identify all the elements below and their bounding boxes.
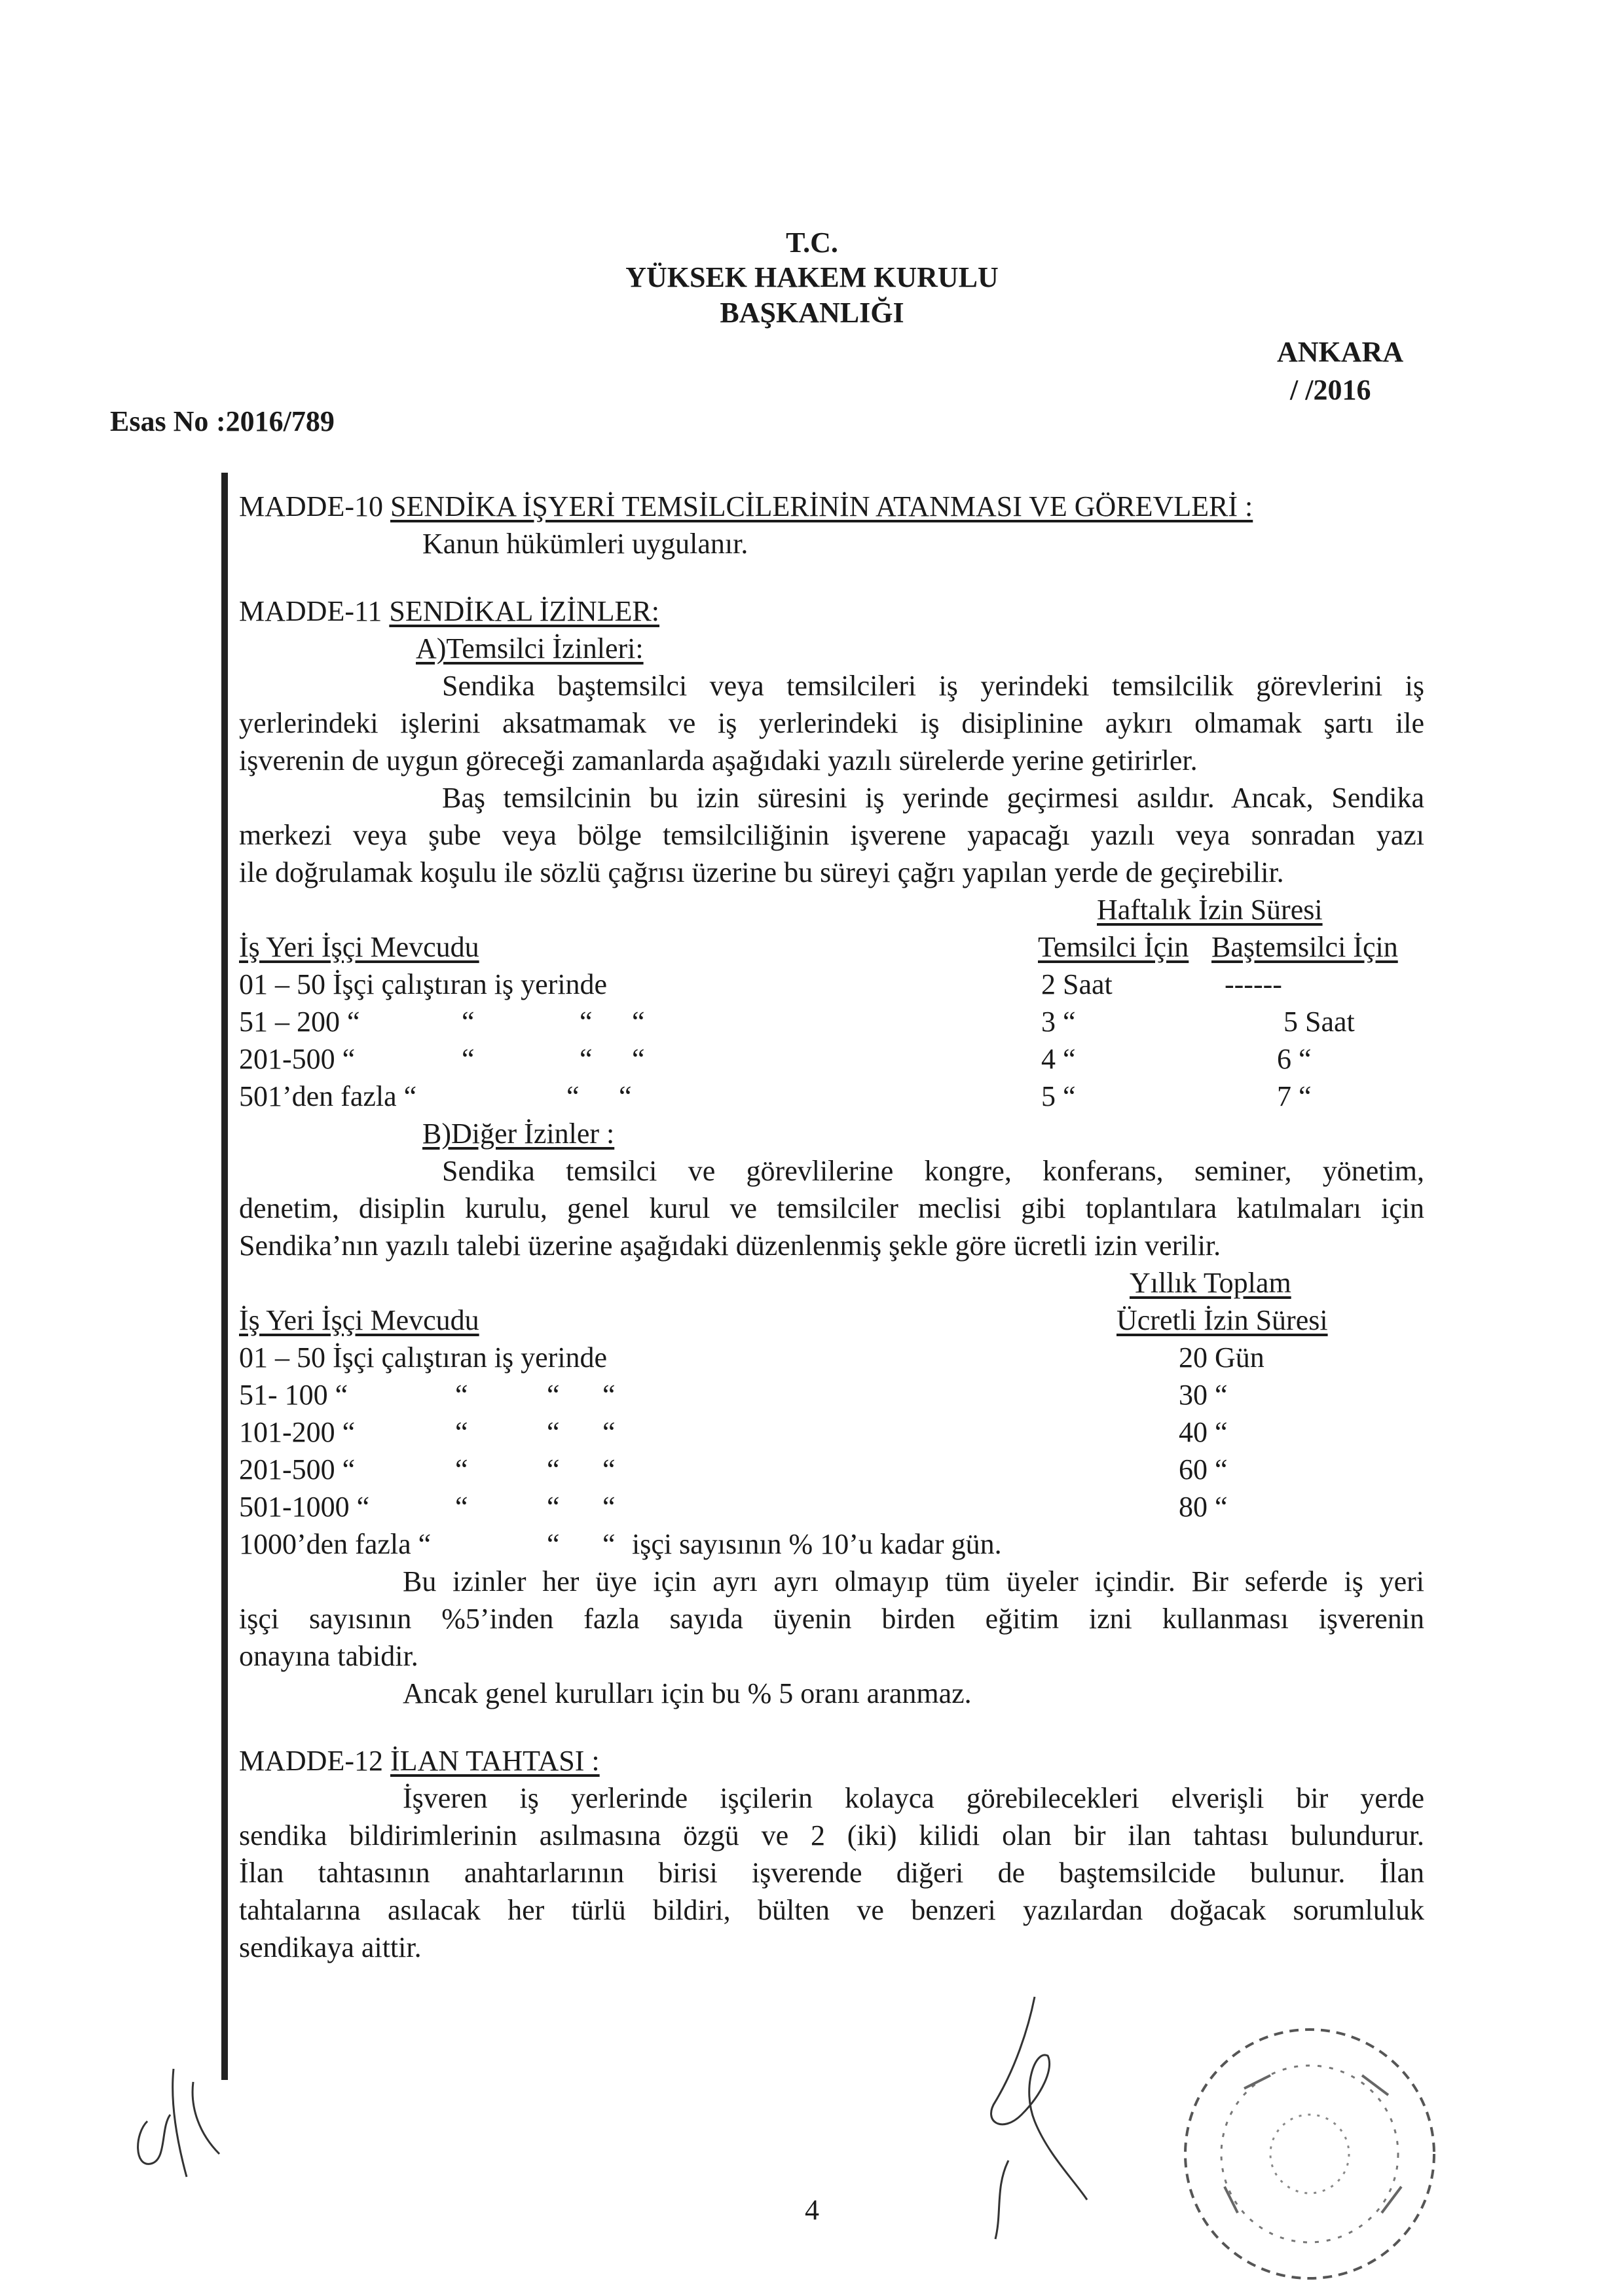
ditto-mark: “ bbox=[547, 1491, 560, 1523]
ditto-mark: “ bbox=[632, 1006, 645, 1038]
paragraph-line: sendika bildirimlerinin asılmasına özgü ve 2 (iki) kilidi olan bir ilan tahtası bulundurur. bbox=[239, 1819, 1424, 1851]
ditto-mark: “ bbox=[619, 1080, 632, 1112]
ditto-mark: “ bbox=[462, 1006, 475, 1038]
article-12-heading bbox=[239, 1742, 1424, 1779]
table-cell-value: 40 “ bbox=[1179, 1416, 1228, 1448]
table-row bbox=[239, 1339, 1424, 1376]
ditto-mark: “ bbox=[455, 1416, 468, 1448]
table-a-col-workforce: İş Yeri İşçi Mevcudu bbox=[239, 931, 479, 963]
table-cell-range: 51 – 200 “ bbox=[239, 1006, 360, 1038]
table-cell-representative: 5 “ bbox=[1041, 1080, 1076, 1112]
ditto-mark: “ bbox=[455, 1491, 468, 1523]
table-cell-head: 6 “ bbox=[1277, 1043, 1312, 1075]
paragraph-line: ile doğrulamak koşulu ile sözlü çağrısı üzerine bu süreyi çağrı yapılan yerde de geçirebilir. bbox=[239, 856, 1284, 888]
article-12-code: MADDE-12 bbox=[239, 1745, 383, 1777]
table-b-col-total-line1: Yıllık Toplam bbox=[1130, 1267, 1291, 1299]
header-tc: T.C. bbox=[786, 227, 838, 259]
ditto-mark: “ bbox=[547, 1379, 560, 1411]
table-cell-representative: 3 “ bbox=[1041, 1006, 1076, 1038]
ditto-mark: “ bbox=[462, 1043, 475, 1075]
signature bbox=[956, 1990, 1113, 2252]
paragraph-line: merkezi veya şube veya bölge temsilciliğinin işverene yapacağı yazılı veya sonradan yazı bbox=[239, 819, 1424, 851]
table-cell-range: 501-1000 “ bbox=[239, 1491, 370, 1523]
table-a-group-header-row bbox=[239, 891, 1424, 928]
section-a-title: A)Temsilci İzinleri: bbox=[416, 632, 644, 665]
table-row bbox=[239, 1488, 1424, 1525]
paragraph-line: denetim, disiplin kurulu, genel kurul ve temsilciler meclisi gibi toplantılara katılmaları için bbox=[239, 1192, 1424, 1224]
paragraph-line: İşveren iş yerlerinde işçilerin kolayca görebilecekleri elverişli bir yerde bbox=[403, 1782, 1424, 1814]
paragraph-line: Sendika temsilci ve görevlilerine kongre, konferans, seminer, yönetim, bbox=[442, 1155, 1424, 1187]
table-row bbox=[239, 1525, 1424, 1563]
case-number-label: Esas No bbox=[110, 405, 209, 437]
document-body bbox=[239, 488, 1424, 1966]
table-cell-representative: 4 “ bbox=[1041, 1043, 1076, 1075]
official-stamp bbox=[1166, 2016, 1454, 2291]
table-cell-value: 60 “ bbox=[1179, 1453, 1228, 1485]
table-a-group-header: Haftalık İzin Süresi bbox=[1097, 894, 1323, 926]
table-a-col-head-representative: Baştemsilci İçin bbox=[1211, 931, 1398, 963]
table-cell-value: 30 “ bbox=[1179, 1379, 1228, 1411]
table-cell-note: işçi sayısının % 10’u kadar gün. bbox=[632, 1528, 1002, 1560]
table-cell-range: 501’den fazla “ bbox=[239, 1080, 417, 1112]
paragraph-line: İlan tahtasının anahtarlarının birisi işverende diğeri de baştemsilcide bulunur. İlan bbox=[239, 1857, 1424, 1889]
table-row bbox=[239, 1040, 1424, 1078]
table-cell-range: 01 – 50 İşçi çalıştıran iş yerinde bbox=[239, 968, 608, 1000]
table-b-col-total-line2: Ücretli İzin Süresi bbox=[1116, 1304, 1328, 1336]
paragraph-line: Baş temsilcinin bu izin süresini iş yerinde geçirmesi asıldır. Ancak, Sendika bbox=[442, 782, 1424, 814]
article-11-heading bbox=[239, 592, 1424, 630]
table-b-header-row-2 bbox=[239, 1302, 1424, 1339]
table-cell-range: 1000’den fazla “ bbox=[239, 1528, 432, 1560]
case-number-value: :2016/789 bbox=[216, 405, 335, 437]
paragraph-line: Bu izinler her üye için ayrı ayrı olmayıp tüm üyeler içindir. Bir seferde iş yeri bbox=[403, 1565, 1424, 1597]
table-cell-head: 7 “ bbox=[1277, 1080, 1312, 1112]
page-number: 4 bbox=[805, 2194, 819, 2226]
table-cell-range: 01 – 50 İşçi çalıştıran iş yerinde bbox=[239, 1341, 608, 1374]
table-cell-range: 51- 100 “ bbox=[239, 1379, 348, 1411]
ditto-mark: “ bbox=[455, 1379, 468, 1411]
table-cell-range: 201-500 “ bbox=[239, 1043, 356, 1075]
ditto-mark: “ bbox=[602, 1453, 616, 1485]
ditto-mark: “ bbox=[602, 1528, 616, 1560]
table-cell-range: 201-500 “ bbox=[239, 1453, 356, 1485]
table-a-header-row bbox=[239, 928, 1424, 966]
section-b-title: B)Diğer İzinler : bbox=[422, 1118, 615, 1150]
table-row bbox=[239, 966, 1424, 1003]
left-margin-bar bbox=[221, 473, 228, 2080]
table-row bbox=[239, 1003, 1424, 1040]
ditto-mark: “ bbox=[580, 1043, 593, 1075]
table-cell-value: 80 “ bbox=[1179, 1491, 1228, 1523]
handwritten-initials-left bbox=[121, 2043, 232, 2180]
ditto-mark: “ bbox=[547, 1528, 560, 1560]
paragraph-line: yerlerindeki işlerini aksatmamak ve iş yerlerindeki iş disiplinine aykırı olmamak şartı ile bbox=[239, 707, 1424, 739]
section-b-heading bbox=[239, 1115, 1424, 1152]
table-cell-range: 101-200 “ bbox=[239, 1416, 356, 1448]
header-city: ANKARA bbox=[1277, 336, 1404, 368]
header-org: YÜKSEK HAKEM KURULU bbox=[625, 261, 999, 293]
ditto-mark: “ bbox=[632, 1043, 645, 1075]
table-b-header-row-1 bbox=[239, 1264, 1424, 1302]
article-12-title: İLAN TAHTASI : bbox=[390, 1745, 600, 1777]
table-b-col-workforce: İş Yeri İşçi Mevcudu bbox=[239, 1304, 479, 1336]
header-date: / /2016 bbox=[1290, 374, 1371, 406]
ditto-mark: “ bbox=[602, 1416, 616, 1448]
paragraph-line: işçi sayısının %5’inden fazla sayıda üyenin birden eğitim izni kullanması işverenin bbox=[239, 1603, 1424, 1635]
ditto-mark: “ bbox=[580, 1006, 593, 1038]
header-dept: BAŞKANLIĞI bbox=[720, 297, 904, 329]
paragraph-line: işverenin de uygun göreceği zamanlarda aşağıdaki yazılı sürelerde yerine getirirler. bbox=[239, 744, 1198, 776]
ditto-mark: “ bbox=[547, 1416, 560, 1448]
article-11-code: MADDE-11 bbox=[239, 595, 382, 627]
article-10-title: SENDİKA İŞYERİ TEMSİLCİLERİNİN ATANMASI VE GÖREVLERİ : bbox=[390, 490, 1253, 522]
table-cell-value: 20 Gün bbox=[1179, 1341, 1264, 1374]
table-a-col-representative: Temsilci İçin bbox=[1038, 931, 1189, 963]
paragraph-line: Sendika baştemsilci veya temsilcileri iş yerindeki temsilcilik görevlerini iş bbox=[442, 670, 1424, 702]
article-11-title: SENDİKAL İZİNLER: bbox=[389, 595, 659, 627]
article-10-text: Kanun hükümleri uygulanır. bbox=[422, 528, 748, 560]
table-cell-head: ------ bbox=[1225, 968, 1282, 1000]
article-10-heading bbox=[239, 488, 1424, 525]
table-row bbox=[239, 1413, 1424, 1451]
paragraph-line: Sendika’nın yazılı talebi üzerine aşağıdaki düzenlenmiş şekle göre ücretli izin verilir. bbox=[239, 1230, 1221, 1262]
table-row bbox=[239, 1451, 1424, 1488]
table-row bbox=[239, 1078, 1424, 1115]
ditto-mark: “ bbox=[602, 1491, 616, 1523]
table-cell-head: 5 Saat bbox=[1283, 1006, 1355, 1038]
paragraph-line: sendikaya aittir. bbox=[239, 1931, 422, 1963]
ditto-mark: “ bbox=[566, 1080, 580, 1112]
ditto-mark: “ bbox=[547, 1453, 560, 1485]
table-row bbox=[239, 1376, 1424, 1413]
ditto-mark: “ bbox=[602, 1379, 616, 1411]
article-10-code: MADDE-10 bbox=[239, 490, 383, 522]
paragraph-line: tahtalarına asılacak her türlü bildiri, bülten ve benzeri yazılardan doğacak sorumluluk bbox=[239, 1894, 1424, 1926]
paragraph-line: Ancak genel kurulları için bu % 5 oranı aranmaz. bbox=[403, 1677, 972, 1709]
section-a-heading bbox=[239, 630, 1424, 667]
table-cell-representative: 2 Saat bbox=[1041, 968, 1113, 1000]
ditto-mark: “ bbox=[455, 1453, 468, 1485]
paragraph-line: onayına tabidir. bbox=[239, 1640, 418, 1672]
